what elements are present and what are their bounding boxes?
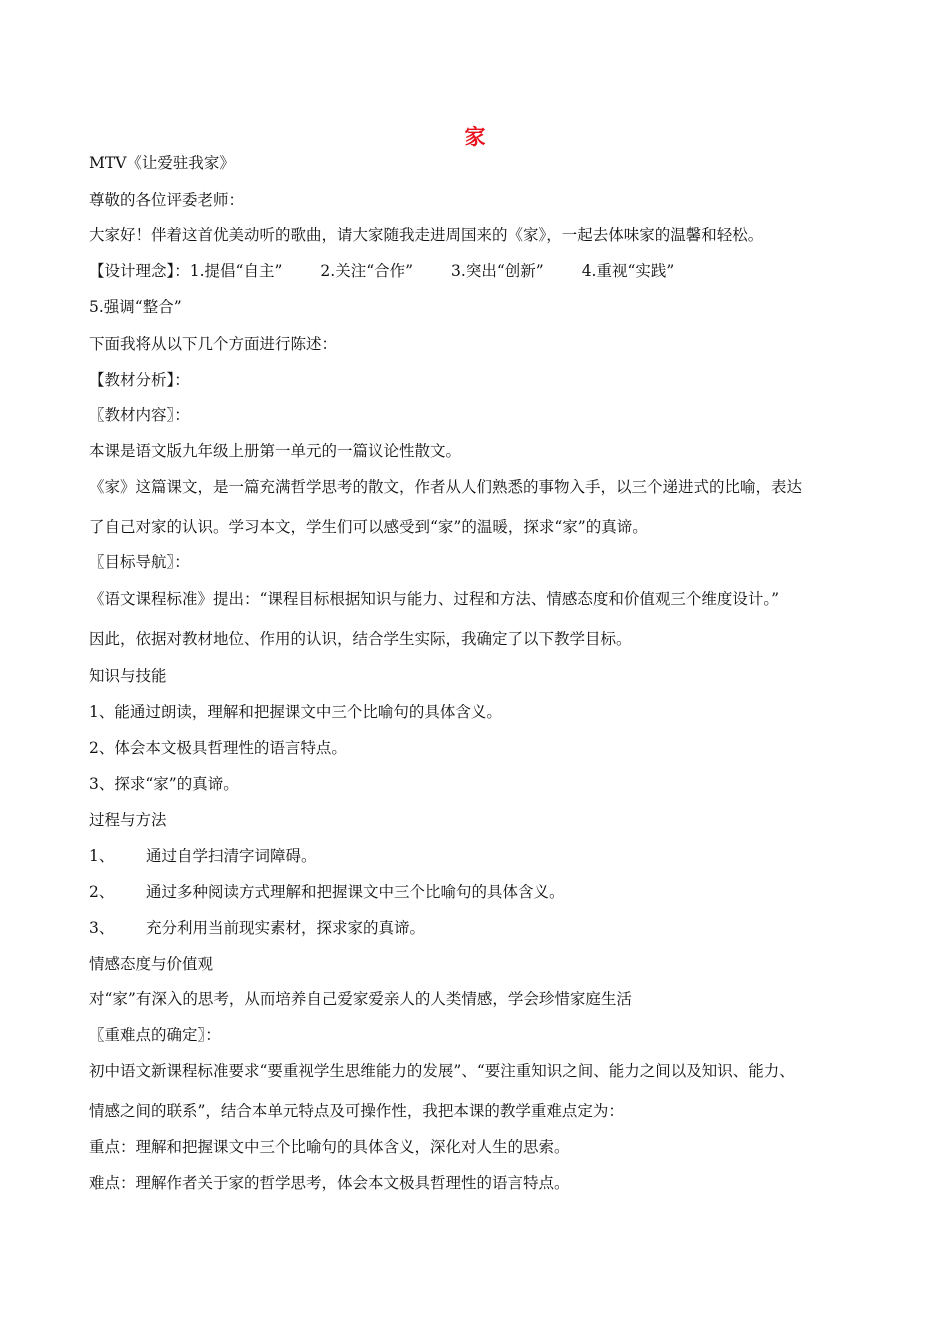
design-item-4: 4.重视“实践” — [581, 262, 675, 280]
standard-requirement-line-2: 情感之间的联系”，结合本单元特点及可操作性，我把本课的教学重难点定为： — [89, 1102, 624, 1120]
design-item-3: 3.突出“创新” — [451, 262, 544, 280]
text-description-line-1: 《家》这篇课文，是一篇充满哲学思考的散文，作者从人们熟悉的事物入手，以三个递进式的比喻，表达 — [89, 478, 803, 496]
design-item-1: 1.提倡“自主” — [189, 262, 283, 280]
document-title: 家 — [464, 125, 486, 149]
subheading-key-difficult-points: 〖重难点的确定〗： — [89, 1026, 221, 1044]
section-heading-material-analysis: 【教材分析】： — [89, 371, 190, 389]
mtv-line: MTV《让爱驻我家》 — [89, 154, 235, 172]
knowledge-item-2: 2、体会本文极具哲理性的语言特点。 — [89, 739, 347, 757]
key-point-line: 重点：理解和把握课文中三个比喻句的具体含义，深化对人生的思索。 — [89, 1138, 570, 1156]
design-item-2: 2.关注“合作” — [320, 262, 414, 280]
design-item-5: 5.强调“整合” — [89, 298, 182, 316]
statement-intro: 下面我将从以下几个方面进行陈述： — [89, 335, 338, 353]
text-description-line-2: 了自己对家的认识。学习本文，学生们可以感受到“家”的温暖，探求“家”的真谛。 — [89, 518, 648, 536]
process-item-2 — [89, 881, 565, 903]
material-content-line: 本课是语文版九年级上册第一单元的一篇议论性散文。 — [89, 442, 462, 460]
process-item-number: 1、 — [89, 847, 115, 865]
process-item-number: 3、 — [89, 919, 115, 937]
emotion-values-line: 对“家”有深入的思考，从而培养自己爱家爱亲人的人类情感，学会珍惜家庭生活 — [89, 990, 632, 1008]
knowledge-skills-heading: 知识与技能 — [89, 667, 167, 685]
greeting-line: 尊敬的各位评委老师： — [89, 191, 245, 209]
process-item-text: 通过自学扫清字词障碍。 — [146, 847, 317, 865]
curriculum-standard-line: 《语文课程标准》提出：“课程目标根据知识与能力、过程和方法、情感态度和价值观三个维度设计。” — [89, 590, 780, 608]
process-item-text: 充分利用当前现实素材，探求家的真谛。 — [146, 919, 426, 937]
process-item-3 — [89, 917, 425, 939]
design-concept-label: 【设计理念】： — [89, 262, 190, 280]
process-item-1 — [89, 845, 317, 867]
process-item-text: 通过多种阅读方式理解和把握课文中三个比喻句的具体含义。 — [146, 883, 565, 901]
intro-paragraph: 大家好！伴着这首优美动听的歌曲，请大家随我走进周国来的《家》，一起去体味家的温馨和轻松。 — [89, 226, 764, 244]
emotion-values-heading: 情感态度与价值观 — [89, 955, 214, 973]
knowledge-item-1: 1、能通过朗读，理解和把握课文中三个比喻句的具体含义。 — [89, 703, 502, 721]
standard-requirement-line-1: 初中语文新课程标准要求“要重视学生思维能力的发展”、“要注重知识之间、能力之间以及知识、能力、 — [89, 1062, 795, 1080]
knowledge-item-3: 3、探求“家”的真谛。 — [89, 775, 239, 793]
process-item-number: 2、 — [89, 883, 115, 901]
subheading-goal-navigation: 〖目标导航〗： — [89, 553, 190, 571]
goals-intro-line: 因此，依据对教材地位、作用的认识，结合学生实际，我确定了以下教学目标。 — [89, 630, 632, 648]
design-concept-line — [89, 260, 674, 282]
process-method-heading: 过程与方法 — [89, 811, 167, 829]
difficult-point-line: 难点：理解作者关于家的哲学思考，体会本文极具哲理性的语言特点。 — [89, 1174, 570, 1192]
subheading-material-content: 〖教材内容〗： — [89, 406, 190, 424]
